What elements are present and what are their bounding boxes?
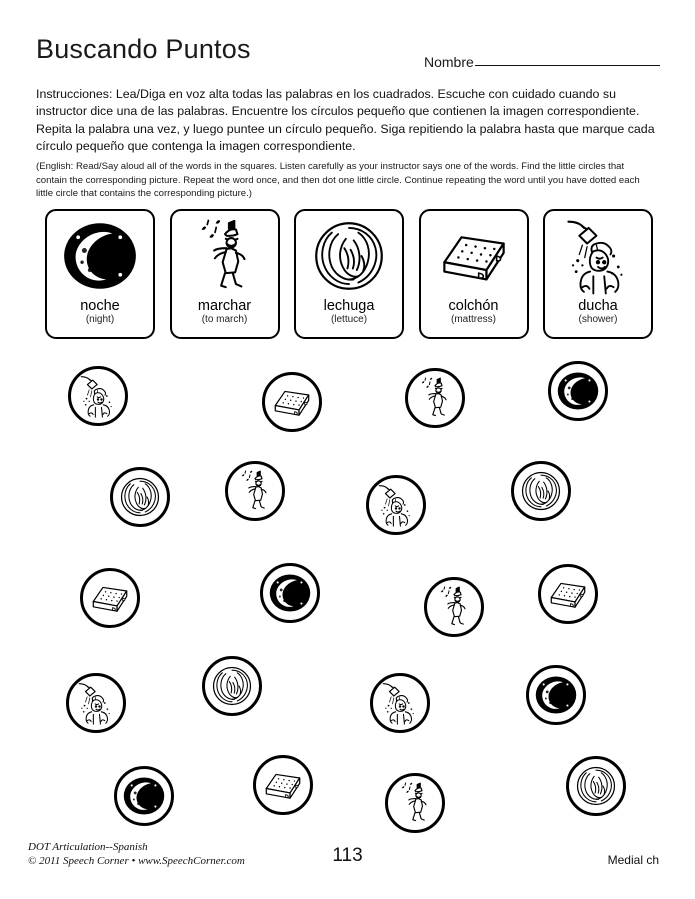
word-card-noche[interactable] [45, 209, 155, 339]
dot-circle-marchar[interactable] [405, 368, 465, 428]
instructions-spanish: Instrucciones: Lea/Diga en voz alta todas las palabras en los cuadrados. Escuche con cuidado cuando su instructor dice una de las palabras. Encuentre los círculos pequeño que contienen la imagen correspondiente. Repita la palabra una vez, y luego puntee un círculo pequeño. Siga repitiendo la palabra hasta que marque cada círculo pequeño que contenga la imagen correspondiente. [36, 87, 655, 154]
shower-icon [374, 483, 418, 527]
mattress-icon [546, 572, 590, 616]
shower-icon [550, 215, 646, 297]
target-sound-label: Medial ch [607, 853, 659, 867]
dot-circle-noche[interactable] [260, 563, 320, 623]
dot-circle-ducha[interactable] [366, 475, 426, 535]
moon-icon [268, 571, 312, 615]
dot-circle-ducha[interactable] [68, 366, 128, 426]
lettuce-icon [210, 664, 254, 708]
moon-icon [534, 673, 578, 717]
word-card-row [45, 209, 653, 339]
dot-circle-field [0, 355, 695, 835]
word-card-label: ducha [578, 298, 618, 314]
word-card-label: lechuga [323, 298, 375, 314]
name-label: Nombre [424, 54, 474, 70]
shower-icon [378, 681, 422, 725]
dot-circle-colchn[interactable] [538, 564, 598, 624]
dot-circle-noche[interactable] [548, 361, 608, 421]
dot-circle-ducha[interactable] [370, 673, 430, 733]
dot-circle-lechuga[interactable] [511, 461, 571, 521]
dot-circle-lechuga[interactable] [566, 756, 626, 816]
shower-icon [76, 374, 120, 418]
name-field-group [424, 54, 660, 70]
marching-band-icon [233, 469, 277, 513]
footer-copyright-line: © 2011 Speech Corner • www.SpeechCorner.com [28, 854, 245, 867]
marching-band-icon [413, 376, 457, 420]
mattress-icon [270, 380, 314, 424]
word-card-label: noche [80, 298, 120, 314]
marching-band-icon [432, 585, 476, 629]
dot-circle-marchar[interactable] [424, 577, 484, 637]
word-card-gloss: (to march) [201, 314, 248, 325]
lettuce-icon [118, 475, 162, 519]
shower-icon [74, 681, 118, 725]
word-card-colchn[interactable] [419, 209, 529, 339]
word-card-gloss: (mattress) [451, 314, 496, 325]
dot-circle-lechuga[interactable] [110, 467, 170, 527]
word-card-label: colchón [448, 298, 499, 314]
word-card-marchar[interactable] [170, 209, 280, 339]
marching-band-icon [177, 215, 273, 297]
instructions-english: (English: Read/Say aloud all of the words in the squares. Listen carefully as your instructor says one of the words. Find the little circles that contain the corresponding picture. Repeat the word once, and then dot one little circle. Continue repeating the word until you have dotted each little circle that contains the corresponding picture.) [36, 161, 640, 200]
dot-circle-colchn[interactable] [262, 372, 322, 432]
moon-icon [556, 369, 600, 413]
mattress-icon [88, 576, 132, 620]
footer-title-line: DOT Articulation--Spanish [28, 841, 148, 853]
dot-circle-noche[interactable] [526, 665, 586, 725]
name-input-line[interactable] [475, 65, 660, 66]
word-card-gloss: (lettuce) [330, 314, 368, 325]
dot-circle-lechuga[interactable] [202, 656, 262, 716]
dot-circle-colchn[interactable] [253, 755, 313, 815]
moon-icon [122, 774, 166, 818]
page-number: 113 [332, 845, 363, 866]
dot-circle-noche[interactable] [114, 766, 174, 826]
word-card-ducha[interactable] [543, 209, 653, 339]
word-card-gloss: (night) [85, 314, 115, 325]
dot-circle-marchar[interactable] [225, 461, 285, 521]
word-card-lechuga[interactable] [294, 209, 404, 339]
word-card-label: marchar [197, 298, 252, 314]
dot-circle-colchn[interactable] [80, 568, 140, 628]
lettuce-icon [519, 469, 563, 513]
word-card-gloss: (shower) [578, 314, 618, 325]
page-title: Buscando Puntos [36, 34, 251, 64]
marching-band-icon [393, 781, 437, 825]
dot-circle-ducha[interactable] [66, 673, 126, 733]
dot-circle-marchar[interactable] [385, 773, 445, 833]
colchon-icon [261, 763, 305, 807]
lettuce-icon [301, 215, 397, 297]
moon-icon [52, 215, 148, 297]
mattress-icon [426, 215, 522, 297]
lettuce-icon [574, 764, 618, 808]
